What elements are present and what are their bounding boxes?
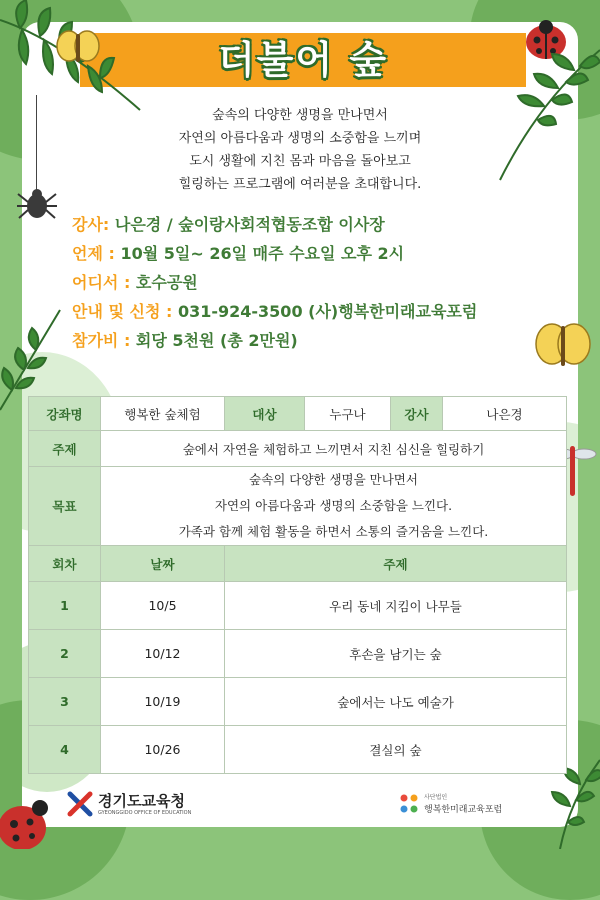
teacher-label: 강사	[391, 397, 443, 431]
goal-value	[101, 467, 567, 546]
info-where	[72, 268, 572, 297]
session-date: 10/26	[101, 726, 225, 774]
info-label: 언제 :	[72, 244, 115, 263]
table-row	[29, 678, 567, 726]
theme-value: 숲에서 자연을 체험하고 느끼면서 지친 심신을 힐링하기	[101, 431, 567, 467]
goal-line: 가족과 함께 체험 활동을 하면서 소통의 즐거움을 느낀다.	[178, 524, 489, 539]
session-topic: 후손을 남기는 숲	[225, 630, 567, 678]
program-table	[28, 396, 567, 774]
forum-dots-icon	[398, 792, 420, 816]
info-when	[72, 239, 572, 268]
info-block	[72, 210, 572, 355]
course-label: 강좌명	[29, 397, 101, 431]
table-row	[29, 431, 567, 467]
forum-logo	[398, 790, 508, 820]
info-label: 참가비 :	[72, 331, 131, 350]
session-date: 10/12	[101, 630, 225, 678]
info-label: 강사:	[72, 215, 110, 234]
intro-line: 숲속의 다양한 생명을 만나면서	[212, 108, 388, 123]
session-no: 4	[29, 726, 101, 774]
table-row	[29, 397, 567, 431]
gov-emblem-icon	[66, 790, 94, 818]
info-value: 호수공원	[130, 273, 198, 292]
info-instructor	[72, 210, 572, 239]
gov-name: 경기도교육청	[98, 792, 185, 810]
info-label: 어디서 :	[72, 273, 131, 292]
gov-subtitle: GYEONGGIDO OFFICE OF EDUCATION	[98, 810, 192, 816]
info-value: 나은경 / 숲이랑사회적협동조합 이사장	[109, 215, 385, 234]
theme-label: 주제	[29, 431, 101, 467]
goal-line: 숲속의 다양한 생명을 만나면서	[249, 472, 418, 487]
session-no: 2	[29, 630, 101, 678]
session-topic: 숲에서는 나도 예술가	[225, 678, 567, 726]
info-value: 회당 5천원 (총 2만원)	[130, 331, 298, 350]
table-row	[29, 630, 567, 678]
intro-text	[0, 104, 600, 196]
session-topic: 우리 동네 지킴이 나무들	[225, 582, 567, 630]
col-topic: 주제	[225, 546, 567, 582]
course-value: 행복한 숲체험	[101, 397, 225, 431]
session-no: 1	[29, 582, 101, 630]
table-row	[29, 582, 567, 630]
intro-line: 힐링하는 프로그램에 여러분을 초대합니다.	[178, 177, 422, 192]
ladybug-bottom-icon	[0, 796, 54, 849]
forum-small: 사단법인	[424, 794, 448, 801]
session-date: 10/19	[101, 678, 225, 726]
info-value: 031-924-3500 (사)행복한미래교육포럼	[172, 302, 478, 321]
info-apply	[72, 297, 572, 326]
goal-line: 자연의 아름다움과 생명의 소중함을 느낀다.	[214, 498, 453, 513]
table-header-row	[29, 546, 567, 582]
col-date: 날짜	[101, 546, 225, 582]
page-title: 더불어 숲	[217, 38, 389, 82]
teacher-value: 나은경	[443, 397, 567, 431]
target-label: 대상	[225, 397, 305, 431]
session-date: 10/5	[101, 582, 225, 630]
session-no: 3	[29, 678, 101, 726]
intro-line: 도시 생활에 지친 몸과 마음을 돌아보고	[189, 154, 411, 169]
table-row	[29, 726, 567, 774]
target-value: 누구나	[305, 397, 391, 431]
forum-name: 행복한미래교육포럼	[424, 805, 503, 815]
col-session: 회차	[29, 546, 101, 582]
info-fee	[72, 326, 572, 355]
info-value: 10월 5일~ 26일 매주 수요일 오후 2시	[114, 244, 405, 263]
info-label: 안내 및 신청 :	[72, 302, 173, 321]
intro-line: 자연의 아름다움과 생명의 소중함을 느끼며	[178, 131, 422, 146]
goal-label: 목표	[29, 467, 101, 546]
session-topic: 결실의 숲	[225, 726, 567, 774]
butterfly-icon	[55, 28, 101, 68]
gov-logo	[66, 788, 226, 822]
table-row	[29, 467, 567, 546]
